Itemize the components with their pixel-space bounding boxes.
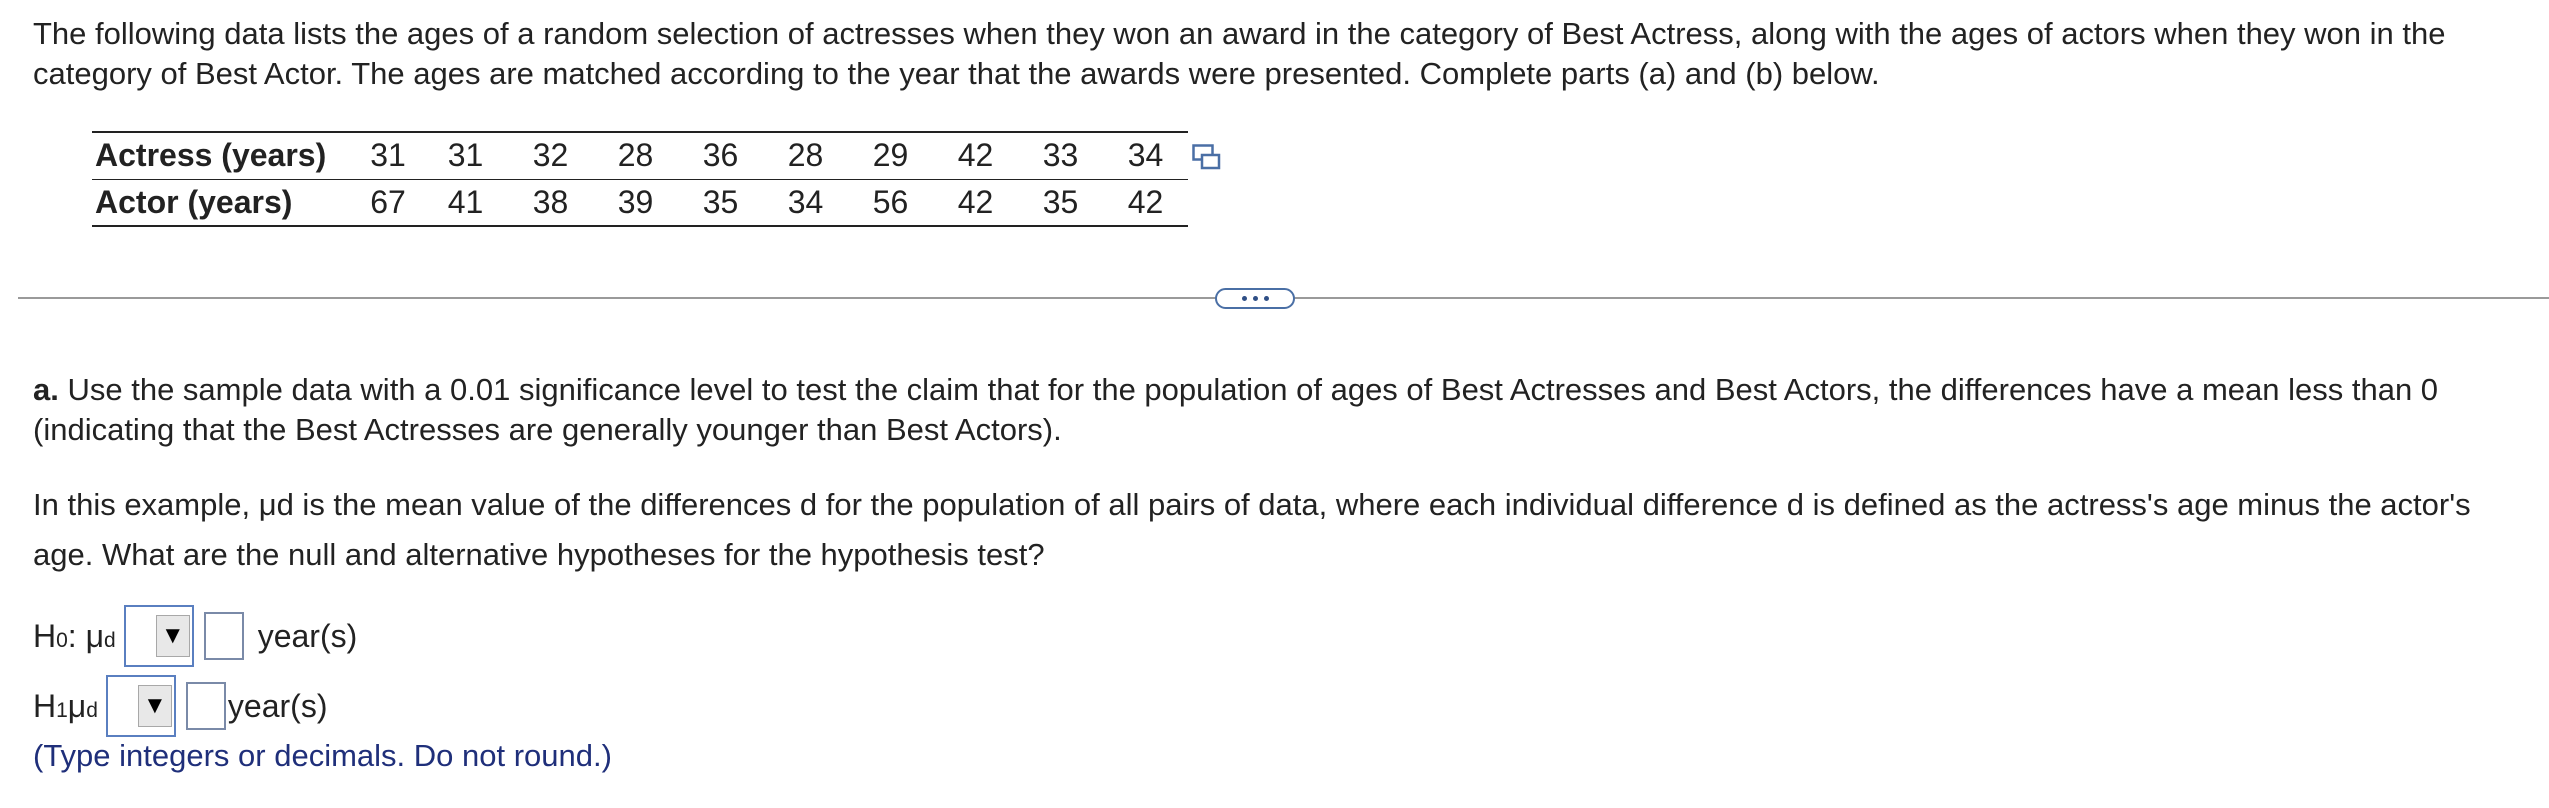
row-label: Actor (years) (95, 183, 293, 220)
null-hypothesis-unit: year(s) (257, 617, 358, 654)
table-cell: 34 (787, 183, 824, 220)
table-cell: 36 (702, 137, 739, 174)
alternative-hypothesis-operator-select[interactable] (106, 675, 176, 737)
part-a-letter: a. (33, 372, 59, 407)
alternative-hypothesis-value-input[interactable] (186, 682, 226, 730)
null-hypothesis-label: H 0 : μ d (33, 617, 116, 654)
table-cell: 42 (957, 183, 994, 220)
null-hypothesis-value-input[interactable] (204, 612, 244, 660)
table-row-actor (92, 179, 1188, 226)
row-label: Actress (years) (95, 137, 327, 174)
table-cell: 32 (532, 137, 569, 174)
table-cell: 28 (787, 137, 824, 174)
copy-data-icon[interactable] (1192, 144, 1222, 170)
ellipsis-icon (1264, 296, 1269, 301)
ellipsis-icon (1253, 296, 1258, 301)
table-cell: 41 (447, 183, 484, 220)
triangle-down-icon[interactable]: ▼ (156, 615, 190, 657)
table-cell: 35 (1042, 183, 1079, 220)
table-cell: 67 (370, 183, 406, 220)
null-hypothesis-operator-select[interactable] (124, 605, 194, 667)
alternative-hypothesis-unit: year(s) (227, 687, 328, 724)
part-a-prompt (33, 370, 2533, 450)
table-cell: 34 (1127, 137, 1164, 174)
table-row-actress (92, 132, 1188, 179)
expand-more-button[interactable] (1215, 288, 1295, 309)
table-cell: 28 (617, 137, 654, 174)
table-cell: 29 (872, 137, 909, 174)
table-cell: 31 (370, 137, 406, 174)
answer-format-hint: (Type integers or decimals. Do not round.) (33, 738, 612, 773)
part-a-text: Use the sample data with a 0.01 significance level to test the claim that for the population of ages of Best Actresses and Best Actors, the differences have a mean less than 0 (indicating that the Best Actresses are generally younger than Best Actors). (33, 372, 2439, 447)
table-cell: 42 (1127, 183, 1164, 220)
triangle-down-icon[interactable]: ▼ (138, 685, 172, 727)
alternative-hypothesis-row (33, 675, 327, 737)
data-table (92, 131, 1188, 227)
null-hypothesis-row (33, 605, 357, 667)
table-cell: 56 (872, 183, 909, 220)
table-cell: 31 (447, 137, 484, 174)
example-text: In this example, μd is the mean value of the differences d for the population of all pairs of data, where each individual difference d is defined as the actress's age minus the actor's age. What are the null and alternative hypotheses for the hypothesis test? (33, 487, 2471, 572)
ellipsis-icon (1242, 296, 1247, 301)
table-cell: 42 (957, 137, 994, 174)
table-cell: 39 (617, 183, 654, 220)
table-cell: 38 (532, 183, 569, 220)
alternative-hypothesis-label: H 1 μ d (33, 687, 98, 724)
question-intro: The following data lists the ages of a random selection of actresses when they won an award in the category of Best Actress, along with the ages of actors when they won in the category of Best Actor. The ages are matched according to the year that the awards were presented. Complete parts (a) and (b) below. (33, 16, 2446, 91)
table-cell: 35 (702, 183, 739, 220)
table-cell: 33 (1042, 137, 1079, 174)
